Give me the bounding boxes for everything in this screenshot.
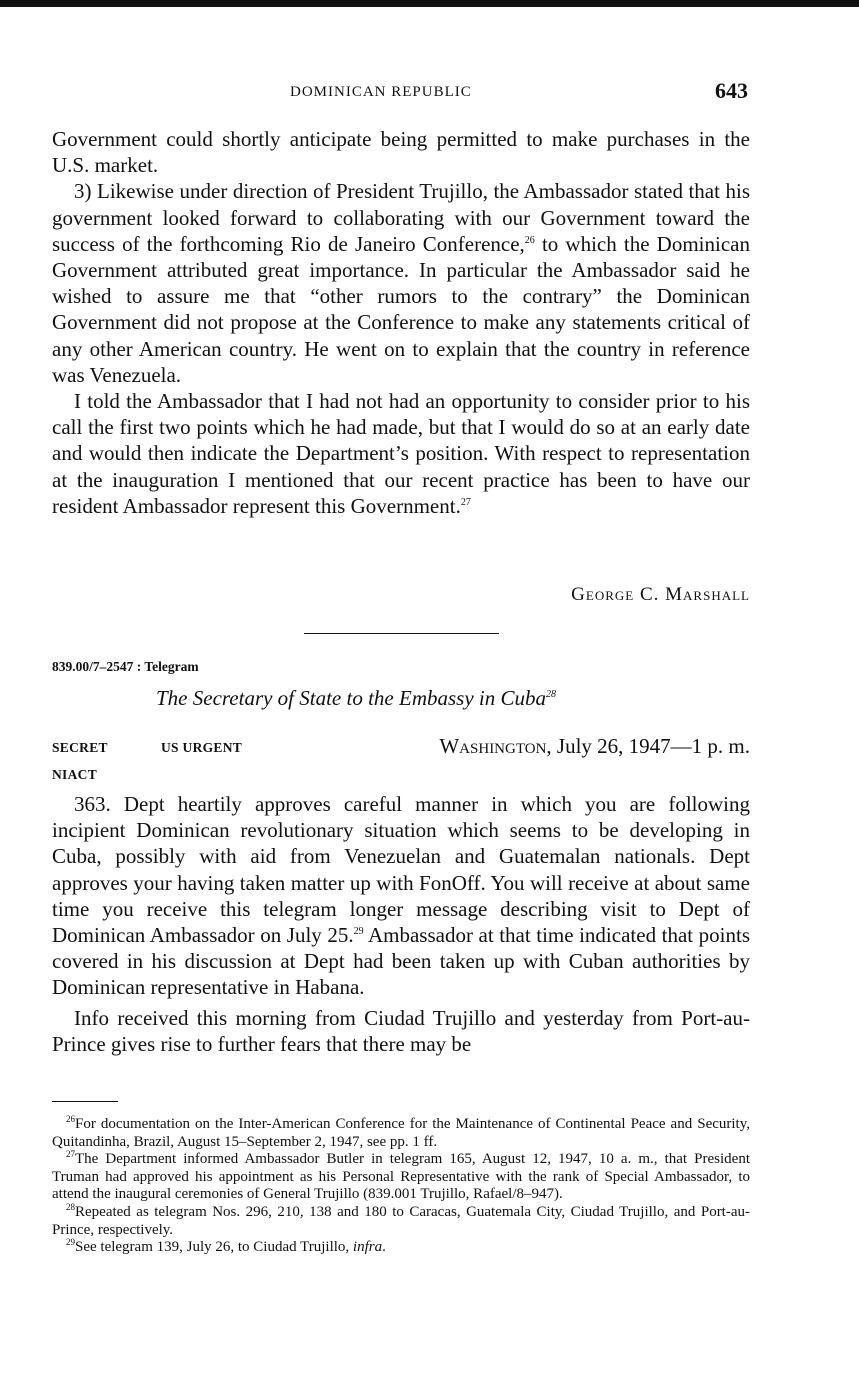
running-head: DOMINICAN REPUBLIC [290,84,472,100]
telegram-paragraph-info: Info received this morning from Ciudad Trujillo and yesterday from Port-au-Prince gives rise to further fears that there may be [52,1005,750,1056]
footnote-text: For documentation on the Inter-American Conference for the Maintenance of Continental Peace and Security, Quitandinha, Brazil, August 15–September 2, 1947, see pp. 1 ff. [52,1116,750,1150]
page-number: 643 [715,78,748,103]
top-scan-border [0,0,859,7]
footnote-ref-29: 29 [353,926,364,938]
footnote-27 [52,1151,750,1204]
footnote-26 [52,1116,750,1151]
paragraph-point-3 [52,178,750,388]
footnote-text: See telegram 139, July 26, to Ciudad Trujillo, [75,1239,353,1256]
telegram-body-text [52,791,750,1057]
footnote-ref-26: 26 [524,234,535,246]
niact-label: NIACT [52,767,98,782]
signature: George C. Marshall [571,584,750,605]
page-header [52,78,750,108]
paragraph-reply [52,388,750,519]
paragraph-text: Ambassador at that time indicated that points covered in his discussion at Dept had been taken up with Cuban authorities by Dominican representative in Habana. [52,923,750,1000]
classification-label: SECRET [52,740,108,755]
document-title-text: The Secretary of State to the Embassy in Cuba [156,686,546,710]
footnote-rule [52,1101,118,1102]
footnote-number: 29 [66,1237,75,1248]
footnote-italic-infra: infra [352,1239,383,1256]
paragraph-text: 3) Likewise under direction of President Trujillo, the Ambassador stated that his government looked forward to collaborating with our Government toward the success of the forthcoming Rio de Janeiro Conference, [52,179,750,256]
footnote-number: 28 [66,1201,75,1212]
dateline-place: Washington [439,734,547,758]
paragraph-text: 363. Dept heartily approves careful manner in which you are following incipient Dominican revolutionary situation which seems to be developing in Cuba, possibly with aid from Venezuelan and Guatemalan nationals. Dept approves your having taken matter up with FonOff. You will receive at about same time you receive this telegram longer message describing visit to Dept of Dominican Ambassador on July 25. [52,792,750,948]
footnote-text: The Department informed Ambassador Butler in telegram 165, August 12, 1947, 10 a. m., that President Truman had approved his appointment as his Personal Representative with the rank of Special Ambassador, to attend the inaugural ceremonies of General Trujillo (839.001 Trujillo, Rafael/8–947). [52,1151,750,1203]
file-reference: 839.00/7–2547 : Telegram [52,659,199,674]
footnotes [52,1116,750,1257]
dateline [439,734,750,759]
priority-label: US URGENT [161,740,243,755]
footnote-text: . [382,1239,386,1256]
dateline-date: , July 26, 1947—1 p. m. [546,734,750,758]
paragraph-continuation: Government could shortly anticipate being permitted to make purchases in the U.S. market. [52,127,750,178]
footnote-ref-27: 27 [460,496,471,508]
telegram-paragraph-363 [52,791,750,1001]
footnote-29 [52,1239,750,1257]
footnote-number: 26 [66,1114,75,1124]
document-title [156,686,556,711]
footnote-number: 27 [66,1149,75,1160]
footnote-ref-28: 28 [546,689,556,700]
upper-body-text [52,126,750,519]
footnote-28 [52,1201,750,1239]
paragraph-text: to which the Dominican Government attributed great importance. In particular the Ambassador said he wished to assure me that “other rumors to the contrary” the Dominican Government did not propose at the Conference to make any statements critical of any other American country. He went on to explain that the country in reference was Venezuela. [52,231,750,387]
footnote-text: Repeated as telegram Nos. 296, 210, 138 and 180 to Caracas, Guatemala City, Ciudad Trujillo, and Port-au-Prince, respectively. [52,1203,750,1238]
section-divider [304,633,499,634]
paragraph-text: I told the Ambassador that I had not had an opportunity to consider prior to his call the first two points which he had made, but that I would do so at an early date and would then indicate the Department’s position. With respect to representation at the inauguration I mentioned that our recent practice has been to have our resident Ambassador represent this Government. [52,389,750,518]
